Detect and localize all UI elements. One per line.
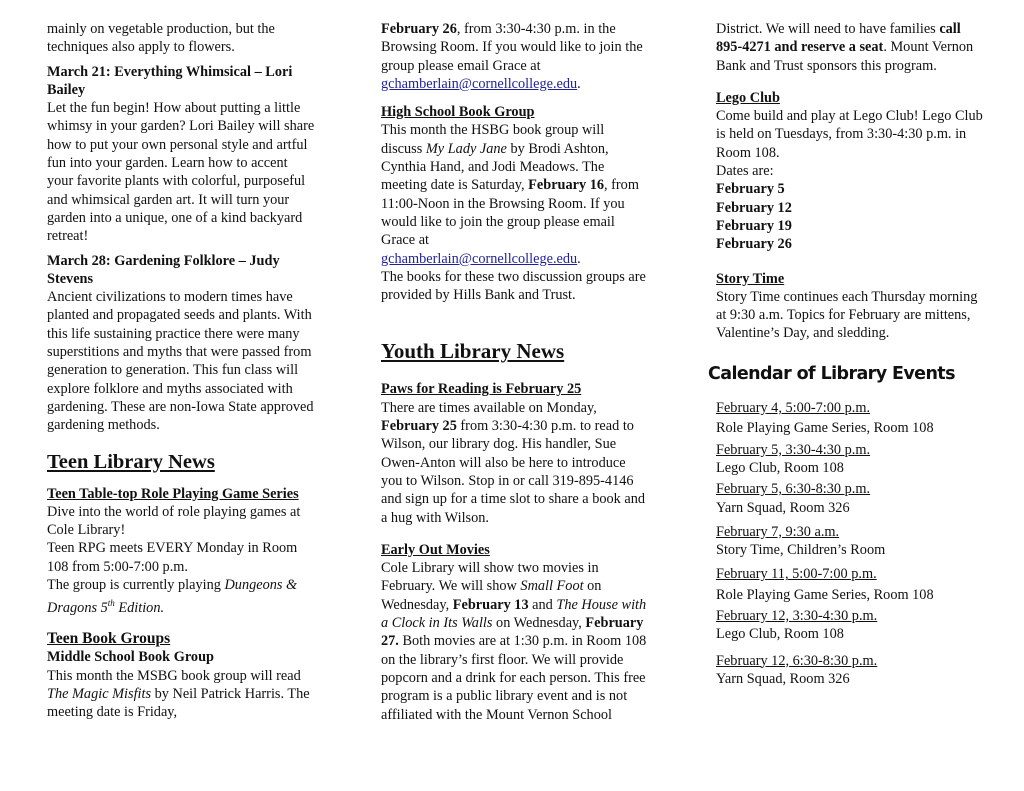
lego-date: February 12 xyxy=(716,199,792,216)
calendar-event xyxy=(716,441,986,478)
column-3 xyxy=(708,20,986,691)
email-link-1[interactable]: gchamberlain@cornellcollege.edu. xyxy=(381,75,581,92)
calendar-event xyxy=(716,607,986,644)
event-name: Yarn Squad, Room 326 xyxy=(716,499,850,516)
msbg-title: Middle School Book Group xyxy=(47,649,214,666)
calendar-event xyxy=(716,565,986,604)
movies-title: Early Out Movies xyxy=(381,541,490,558)
hsbg-title: High School Book Group xyxy=(381,104,535,121)
rpg-paragraph-3: The group is currently playing Dungeons & Dragons 5th Edition. xyxy=(47,577,298,617)
event-name: Lego Club, Room 108 xyxy=(716,626,844,643)
event-name: Story Time, Children’s Room xyxy=(716,542,886,559)
lego-club-title: Lego Club xyxy=(716,89,780,106)
column-1 xyxy=(47,20,315,722)
teen-library-heading: Teen Library News xyxy=(47,450,215,473)
calendar-list xyxy=(716,399,986,688)
event-date: February 5, 3:30-4:30 p.m. xyxy=(716,441,871,458)
lego-date: February 5 xyxy=(716,181,785,198)
march-28-title: March 28: Gardening Folklore – Judy Stevens xyxy=(47,252,280,287)
calendar-event xyxy=(716,523,986,560)
books-note: The books for these two discussion groups are provided by Hills Bank and Trust. xyxy=(381,268,646,304)
lego-dates-label: Dates are: xyxy=(716,163,774,180)
calendar-event xyxy=(716,480,986,517)
event-name: Yarn Squad, Room 326 xyxy=(716,670,850,687)
event-name: Role Playing Game Series, Room 108 xyxy=(716,420,934,437)
event-name: Role Playing Game Series, Room 108 xyxy=(716,586,934,603)
msbg-body: This month the MSBG book group will read The Magic Misfits by Neil Patrick Harris. The meeting date is Friday, xyxy=(47,667,310,721)
intro-text: mainly on vegetable production, but the techniques also apply to flowers. xyxy=(47,21,275,56)
event-date: February 7, 9:30 a.m. xyxy=(716,523,840,540)
story-time-title: Story Time xyxy=(716,270,785,287)
story-time-body: Story Time continues each Thursday morning at 9:30 a.m. Topics for February are mittens, Valentine’s Day, and sledding. xyxy=(716,288,978,342)
rpg-paragraph-2: Teen RPG meets EVERY Monday in Room 108 from 5:00-7:00 p.m. xyxy=(47,540,298,575)
lego-club-body: Come build and play at Lego Club! Lego Club is held on Tuesdays, from 3:30-4:30 p.m. in Room 108. xyxy=(716,108,983,161)
email-link-2[interactable]: gchamberlain@cornellcollege.edu. xyxy=(381,250,581,267)
calendar-event xyxy=(716,399,986,438)
rpg-paragraph-1: Dive into the world of role playing games at Cole Library! xyxy=(47,503,301,539)
movies-body: Cole Library will show two movies in February. We will show Small Foot on Wednesday, February 13 and The House with a Clock in Its Walls on Wednesday, February 27. Both movies are at 1:30 p.m. in Room 108 on the library’s first floor. We will provide popcorn and a drink for each person. This free program is a public library event and is not affiliated with the Mount Vernon School xyxy=(381,560,647,723)
lego-date: February 19 xyxy=(716,217,792,234)
msbg-continued: February 26, from 3:30-4:30 p.m. in the Browsing Room. If you would like to join the group please email Grace at xyxy=(381,21,643,74)
event-date: February 12, 3:30-4:30 p.m. xyxy=(716,608,878,625)
event-date: February 11, 5:00-7:00 p.m. xyxy=(716,566,877,583)
hsbg-body: This month the HSBG book group will discuss My Lady Jane by Brodi Ashton, Cynthia Hand, and Jodi Meadows. The meeting date is Saturday, February 16, from 11:00-Noon in the Browsing Room. If you would like to join the group please email Grace at xyxy=(381,122,639,249)
rpg-title: Teen Table-top Role Playing Game Series xyxy=(47,485,299,502)
calendar-title: Calendar of Library Events xyxy=(708,363,955,384)
paws-body: There are times available on Monday, February 25 from 3:30-4:30 p.m. to read to Wilson, our library dog. His handler, Sue Owen-Anton will also be here to introduce you to Wilson. Stop in or call 319-895-4146 and sign up for a time slot to share a book and a hug with Wilson. xyxy=(381,399,646,526)
event-name: Lego Club, Room 108 xyxy=(716,459,844,476)
paws-title: Paws for Reading is February 25 xyxy=(381,381,582,398)
event-date: February 5, 6:30-8:30 p.m. xyxy=(716,481,871,498)
event-date: February 12, 6:30-8:30 p.m. xyxy=(716,652,878,669)
movies-continued: District. We will need to have families call 895-4271 and reserve a seat. Mount Vernon Bank and Trust sponsors this program. xyxy=(716,21,974,74)
event-date: February 4, 5:00-7:00 p.m. xyxy=(716,400,871,417)
column-2 xyxy=(381,20,649,724)
calendar-event xyxy=(716,652,986,689)
teen-book-groups-heading: Teen Book Groups xyxy=(47,630,171,648)
march-28-body: Ancient civilizations to modern times have planted and propagated seeds and plants. With this life sustaining practice there were many superstitions and myths that were passed from generation to generation. This fun class will explore folklore and myths associated with gardening. These are non-Iowa State approved gardening methods. xyxy=(47,289,314,434)
march-21-title: March 21: Everything Whimsical – Lori Bailey xyxy=(47,63,293,98)
youth-library-heading: Youth Library News xyxy=(381,339,565,364)
march-21-body: Let the fun begin! How about putting a little whimsy in your garden? Lori Bailey will share how to put your own personal style and artful fun into your garden. Learn how to accent your favorite plants with colorful, purposeful and whimsical garden art. It will turn your garden into a unique, one of a kind backyard retreat! xyxy=(47,100,315,245)
lego-date: February 26 xyxy=(716,236,792,253)
